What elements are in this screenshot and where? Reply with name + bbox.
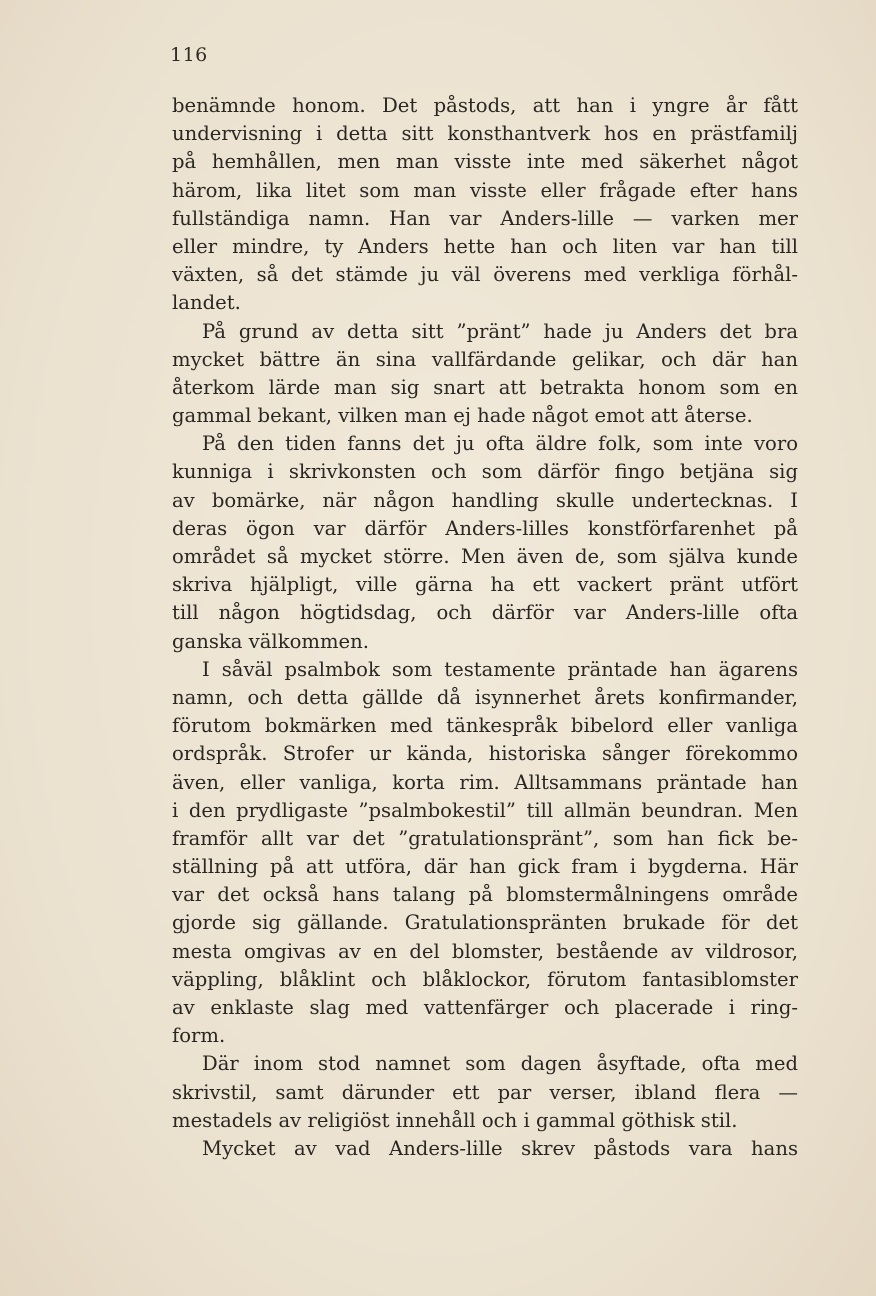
paragraph [172, 92, 798, 318]
text-line: härom, lika litet som man visste eller frågade efter hans [172, 178, 798, 202]
text-line: mycket bättre än sina vallfärdande gelikar, och där han [172, 347, 798, 371]
text-line: eller mindre, ty Anders hette han och liten var han till [172, 234, 798, 258]
text-line: skriva hjälpligt, ville gärna ha ett vackert pränt utfört [172, 573, 798, 597]
text-line: i den prydligaste ”psalmbokestil” till allmän beundran. Men [172, 798, 798, 822]
text-line: väppling, blåklint och blåklockor, förutom fantasiblomster [172, 967, 798, 991]
text-line: av enklaste slag med vattenfärger och placerade i ring- [172, 996, 798, 1019]
text-line: var det också hans talang på blomstermålningens område [172, 883, 798, 907]
text-line: kunniga i skrivkonsten och som därför fingo betjäna sig [172, 460, 798, 484]
text-line: namn, och detta gällde då isynnerhet årets konfirmander, [172, 685, 798, 709]
paragraph [172, 430, 798, 656]
text-line: benämnde honom. Det påstods, att han i yngre år fått [172, 94, 798, 117]
paragraph [172, 1135, 798, 1163]
text-line: mestadels av religiöst innehåll och i gammal göthisk stil. [172, 1108, 738, 1132]
text-line: ordspråk. Strofer ur kända, historiska sånger förekommo [172, 742, 798, 766]
paragraph [172, 1050, 798, 1135]
text-line: I såväl psalmbok som testamente präntade han ägarens [202, 657, 798, 681]
text-line: ställning på att utföra, där han gick fram i bygderna. Här [172, 855, 798, 879]
text-line: förutom bokmärken med tänkespråk bibelord eller vanliga [172, 714, 798, 738]
text-line: På den tiden fanns det ju ofta äldre folk, som inte voro [202, 432, 798, 456]
text-line: gammal bekant, vilken man ej hade något emot att återse. [172, 404, 753, 428]
text-line: Mycket av vad Anders-lille skrev påstods vara hans [202, 1136, 798, 1160]
body-text [172, 92, 798, 1163]
text-line: på hemhållen, men man visste inte med säkerhet något [172, 150, 798, 174]
text-line: framför allt var det ”gratulationspränt”, som han fick be- [172, 826, 798, 850]
text-line: fullständiga namn. Han var Anders-lille — varken mer [172, 206, 798, 230]
text-line: området så mycket större. Men även de, som själva kunde [172, 545, 798, 568]
paragraph [172, 656, 798, 1051]
text-line: växten, så det stämde ju väl överens med verkliga förhål- [172, 263, 798, 287]
text-line: mesta omgivas av en del blomster, bestående av vildrosor, [172, 939, 798, 963]
text-line: ganska välkommen. [172, 629, 369, 653]
text-line: landet. [172, 291, 241, 315]
text-line: återkom lärde man sig snart att betrakta honom som en [172, 375, 798, 399]
text-line: till någon högtidsdag, och därför var Anders-lille ofta [172, 601, 798, 625]
text-line: undervisning i detta sitt konsthantverk hos en prästfamilj [172, 122, 798, 146]
text-line: gjorde sig gällande. Gratulationspränten brukade för det [172, 911, 798, 935]
text-line: även, eller vanliga, korta rim. Alltsammans präntade han [172, 770, 798, 794]
text-line: Där inom stod namnet som dagen åsyftade, ofta med [202, 1052, 798, 1076]
text-line: form. [172, 1024, 226, 1048]
text-line: deras ögon var därför Anders-lilles konstförfarenhet på [172, 516, 798, 540]
text-line: skrivstil, samt därunder ett par verser, ibland flera — [172, 1080, 798, 1104]
text-line: På grund av detta sitt ”pränt” hade ju Anders det bra [202, 319, 798, 343]
paragraph [172, 318, 798, 431]
page-number: 116 [170, 44, 208, 66]
text-line: av bomärke, när någon handling skulle undertecknas. I [172, 488, 798, 512]
